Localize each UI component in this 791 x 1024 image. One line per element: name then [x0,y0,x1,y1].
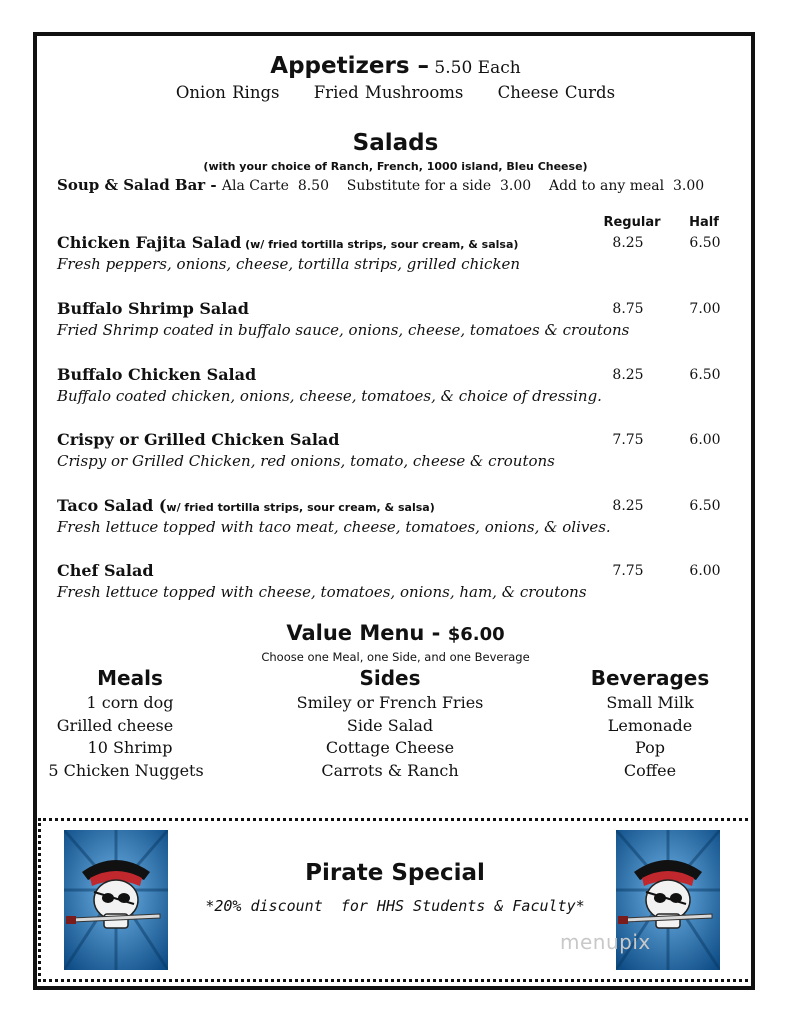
meal-item: Grilled cheese [56,715,174,735]
salad-price-half: 6.50 [689,367,721,383]
salad-price-half: 6.50 [689,498,721,514]
salad-item-desc: Fried Shrimp coated in buffalo sauce, onions, cheese, tomatoes & croutons [57,321,630,339]
value-sides-column [285,666,495,782]
side-item: Cottage Cheese [325,738,455,757]
soup-bar-details: Ala Carte 8.50 Substitute for a side 3.00 Add to any meal 3.00 [221,178,705,194]
salad-price-regular: 8.75 [612,301,644,317]
salad-item-desc: Crispy or Grilled Chicken, red onions, tomato, cheese & croutons [57,452,555,470]
salads-heading: Salads [352,130,439,156]
side-item: Smiley or French Fries [296,693,484,712]
column-header-regular: Regular [603,215,661,230]
watermark-text: menupix [560,930,651,954]
meals-heading: Meals [97,666,163,690]
salad-price-regular: 8.25 [612,367,644,383]
salad-name: Chef Salad [57,561,154,580]
pirate-skull-image-left [64,830,168,970]
salad-price-regular: 8.25 [612,235,644,251]
salad-name: Buffalo Shrimp Salad [57,299,249,318]
salad-name: Taco Salad ( [57,496,167,515]
value-menu-price: $6.00 [447,624,505,645]
value-meals-column [40,666,220,782]
sides-heading: Sides [359,666,421,690]
salad-price-half: 7.00 [689,301,721,317]
salad-note: (w/ fried tortilla strips, sour cream, & salsa) [241,238,519,251]
salad-item-name [57,496,435,515]
appetizers-items [0,83,791,102]
salad-name: Crispy or Grilled Chicken Salad [57,430,340,449]
beverage-item: Pop [635,738,665,757]
salad-price-half: 6.00 [689,563,721,579]
salad-item-name [57,365,256,384]
salad-item-name [57,561,154,580]
pirate-special-title: Pirate Special [305,860,485,886]
salad-price-half: 6.50 [689,235,721,251]
meal-item: 10 Shrimp [87,738,173,757]
beverage-item: Lemonade [607,715,693,735]
salad-name: Buffalo Chicken Salad [57,365,257,384]
salad-name: Chicken Fajita Salad [57,233,242,252]
column-header-half: Half [689,215,719,230]
value-menu-title: Value Menu - [286,621,448,645]
appetizers-heading [0,53,791,79]
value-beverages-column [570,666,730,782]
salad-item-desc: Buffalo coated chicken, onions, cheese, tomatoes, & choice of dressing. [57,387,602,405]
soup-salad-bar [57,176,704,194]
salad-item-desc: Fresh lettuce topped with taco meat, cheese, tomatoes, onions, & olives. [57,518,611,536]
appetizer-item: Onion Rings [175,83,280,102]
salad-price-regular: 7.75 [612,563,644,579]
salad-item-desc: Fresh lettuce topped with cheese, tomatoes, onions, ham, & croutons [57,583,587,601]
salad-item-name [57,430,339,449]
value-menu-note: Choose one Meal, one Side, and one Beverage [261,650,530,664]
side-item: Side Salad [346,715,434,735]
salad-item-desc: Fresh peppers, onions, cheese, tortilla strips, grilled chicken [57,255,521,273]
salad-price-half: 6.00 [689,432,721,448]
beverage-item: Coffee [623,760,677,780]
beverage-item: Small Milk [606,693,694,712]
salad-note: w/ fried tortilla strips, sour cream, & salsa) [166,501,435,514]
appetizers-price: 5.50 Each [429,58,521,78]
appetizer-item: Fried Mushrooms [313,83,464,102]
pirate-special-subtitle: *20% discount for HHS Students & Faculty* [205,897,585,915]
meal-item: 5 Chicken Nuggets [48,760,204,780]
salad-price-regular: 8.25 [612,498,644,514]
salad-item-name [57,299,249,318]
beverages-heading: Beverages [590,666,710,690]
salad-price-regular: 7.75 [612,432,644,448]
dressing-note: (with your choice of Ranch, French, 1000 island, Bleu Cheese) [203,160,588,173]
value-menu-heading [0,621,791,645]
soup-bar-label: Soup & Salad Bar - [57,176,222,194]
side-item: Carrots & Ranch [321,760,459,780]
appetizer-item: Cheese Curds [497,83,616,102]
appetizers-title: Appetizers – [270,53,430,79]
salad-item-name [57,233,518,252]
meal-item: 1 corn dog [86,693,174,712]
